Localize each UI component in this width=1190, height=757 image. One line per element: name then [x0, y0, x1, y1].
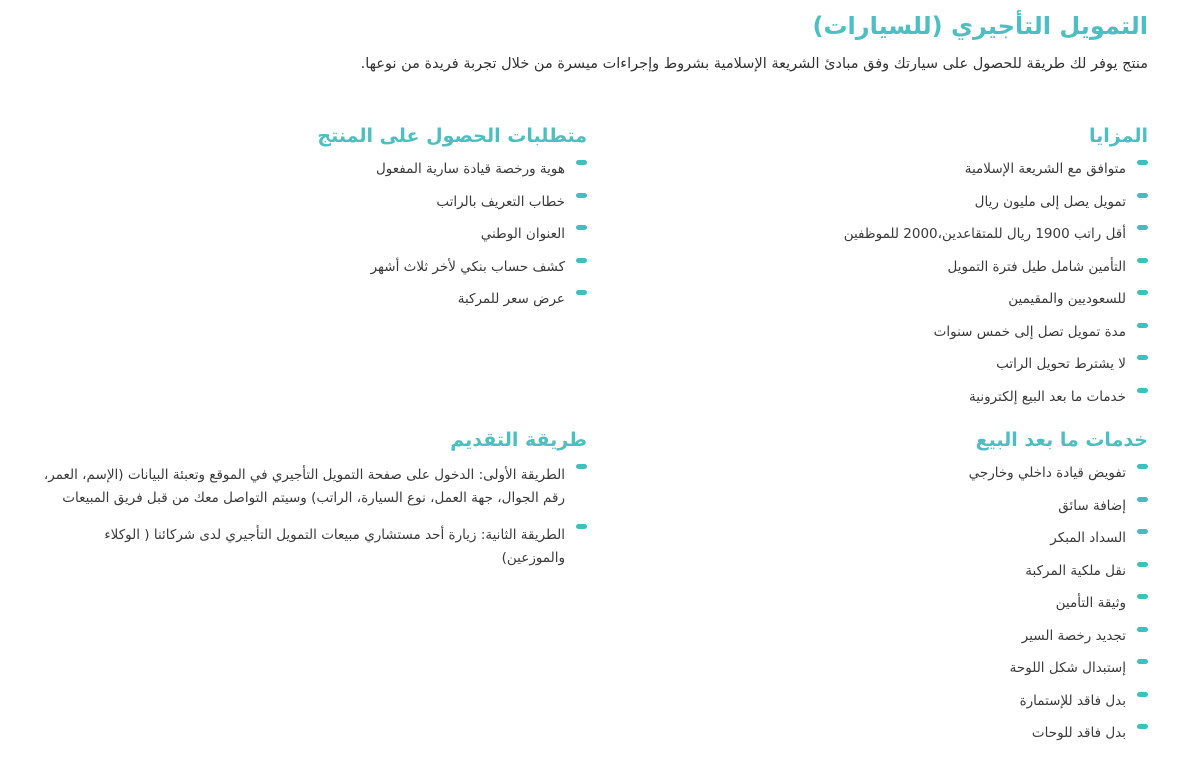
bullet-icon — [1137, 594, 1148, 599]
after-sales-heading: خدمات ما بعد البيع — [975, 429, 1148, 451]
after-sales-item-text: بدل فاقد للإستمارة — [1019, 692, 1126, 709]
features-item — [588, 258, 1148, 291]
bullet-icon — [1137, 323, 1148, 328]
features-item-text: لا يشترط تحويل الراتب — [996, 356, 1126, 372]
features-item-text: مدة تمويل تصل إلى خمس سنوات — [933, 323, 1126, 340]
features-item-text: تمويل يصل إلى مليون ريال — [974, 193, 1126, 210]
requirements-item — [27, 193, 587, 226]
page-title: التمويل التأجيري (للسيارات) — [812, 12, 1148, 40]
apply-heading: طريقة التقديم — [450, 429, 587, 451]
requirements-item — [27, 160, 587, 193]
bullet-icon — [1137, 290, 1148, 295]
features-item — [588, 193, 1148, 226]
apply-list — [42, 464, 587, 570]
requirements-item-text: خطاب التعريف بالراتب — [436, 193, 565, 210]
bullet-icon — [576, 524, 587, 529]
after-sales-item — [588, 529, 1148, 562]
bullet-icon — [1137, 627, 1148, 632]
after-sales-section — [588, 425, 1148, 757]
after-sales-item-text: نقل ملكية المركبة — [1025, 562, 1126, 579]
after-sales-item-text: بدل فاقد للوحات — [1031, 725, 1126, 741]
after-sales-item — [588, 692, 1148, 725]
after-sales-item — [588, 464, 1148, 497]
after-sales-list — [588, 464, 1148, 757]
after-sales-item-text: تفويض قيادة داخلي وخارجي — [968, 465, 1126, 481]
bullet-icon — [1137, 160, 1148, 165]
requirements-heading: متطلبات الحصول على المنتج — [317, 125, 587, 147]
after-sales-item — [588, 562, 1148, 595]
features-heading: المزايا — [1089, 125, 1148, 147]
features-item-text: أقل راتب 1900 ريال للمتقاعدين،2000 للموظفين — [843, 226, 1126, 242]
bullet-icon — [576, 193, 587, 198]
after-sales-item — [588, 659, 1148, 692]
after-sales-item — [588, 594, 1148, 627]
bullet-icon — [1137, 659, 1148, 664]
requirements-item-text: العنوان الوطني — [480, 226, 565, 242]
after-sales-item-text: إستبدال شكل اللوحة — [1009, 660, 1126, 676]
features-section — [588, 121, 1148, 420]
bullet-icon — [1137, 258, 1148, 263]
bullet-icon — [1137, 388, 1148, 393]
after-sales-item-text: إضافة سائق — [1058, 497, 1126, 514]
bullet-icon — [1137, 562, 1148, 567]
bullet-icon — [576, 160, 587, 165]
apply-section — [42, 425, 587, 584]
apply-item-text: الطريقة الأولى: الدخول على صفحة التمويل التأجيري في الموقع وتعبئة البيانات (الإسم، العمر، رقم الجوال، جهة العمل، نوع السيارة، الراتب) وسيتم التواصل معك من قبل فريق المبيعات — [43, 467, 565, 506]
requirements-item-text: هوية ورخصة قيادة سارية المفعول — [375, 161, 565, 177]
features-item-text: للسعوديين والمقيمين — [1008, 291, 1126, 307]
bullet-icon — [1137, 355, 1148, 360]
apply-item — [42, 464, 587, 510]
features-item-text: خدمات ما بعد البيع إلكترونية — [969, 388, 1126, 405]
bullet-icon — [1137, 464, 1148, 469]
after-sales-item — [588, 497, 1148, 530]
features-item — [588, 290, 1148, 323]
bullet-icon — [576, 258, 587, 263]
features-item — [588, 355, 1148, 388]
requirements-item-text: كشف حساب بنكي لأخر ثلاث أشهر — [370, 258, 565, 275]
requirements-item-text: عرض سعر للمركبة — [457, 291, 565, 307]
bullet-icon — [1137, 225, 1148, 230]
after-sales-item-text: تجديد رخصة السير — [1021, 627, 1126, 644]
requirements-list — [27, 160, 587, 323]
requirements-section — [27, 121, 587, 323]
bullet-icon — [1137, 193, 1148, 198]
after-sales-item-text: السداد المبكر — [1050, 530, 1126, 546]
bullet-icon — [576, 290, 587, 295]
bullet-icon — [576, 464, 587, 469]
after-sales-item — [588, 627, 1148, 660]
requirements-item — [27, 258, 587, 291]
bullet-icon — [576, 225, 587, 230]
bullet-icon — [1137, 529, 1148, 534]
features-list — [588, 160, 1148, 420]
page-subtitle: منتج يوفر لك طريقة للحصول على سيارتك وفق مبادئ الشريعة الإسلامية بشروط وإجراءات ميسرة من خلال تجربة فريدة من نوعها. — [360, 56, 1148, 72]
features-item-text: التأمين شامل طيل فترة التمويل — [947, 258, 1126, 275]
features-item — [588, 225, 1148, 258]
features-item — [588, 323, 1148, 356]
apply-item — [42, 524, 587, 570]
bullet-icon — [1137, 724, 1148, 729]
bullet-icon — [1137, 497, 1148, 502]
features-item — [588, 388, 1148, 421]
bullet-icon — [1137, 692, 1148, 697]
after-sales-item — [588, 724, 1148, 757]
after-sales-item-text: وثيقة التأمين — [1055, 595, 1126, 611]
requirements-item — [27, 225, 587, 258]
requirements-item — [27, 290, 587, 323]
apply-item-text: الطريقة الثانية: زيارة أحد مستشاري مبيعات التمويل التأجيري لدى شركائنا ( الوكلاء والموزعين) — [104, 527, 565, 566]
features-item-text: متوافق مع الشريعة الإسلامية — [964, 161, 1126, 177]
features-item — [588, 160, 1148, 193]
